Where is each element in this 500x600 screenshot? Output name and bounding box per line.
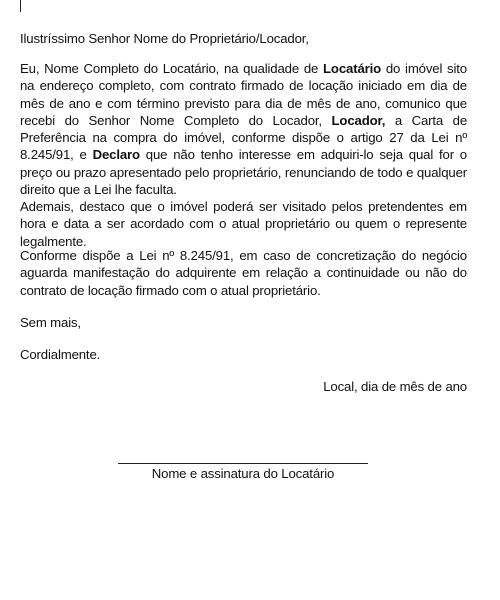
signature-line — [118, 463, 368, 464]
salutation: Ilustríssimo Senhor Nome do Proprietário/Locador, — [20, 31, 309, 46]
paragraph-visits: Ademais, destaco que o imóvel poderá ser visitado pelos pretendentes em hora e data a ser acordado com o atual proprietário ou quem o represente legalmente. — [20, 199, 467, 249]
paragraph-declaration — [20, 60, 467, 198]
declaro-bold: Declaro — [92, 147, 140, 163]
closing-cordialmente: Cordialmente. — [20, 347, 101, 362]
p1-part4: que não tenho interesse em adquiri-lo seja qual for o preço ou prazo apresentado pelo proprietário, renunciando de todo e qualquer direito que a Lei lhe faculta. — [20, 147, 467, 198]
text-cursor — [20, 0, 21, 12]
p1-part3: a Carta de Preferência na compra do imóvel, conforme dispõe o artigo 27 da Lei nº 8.245/91, e — [20, 112, 468, 163]
locatario-bold: Locatário — [323, 61, 382, 76]
paragraph-law: Conforme dispõe a Lei nº 8.245/91, em caso de concretização do negócio aguarda manifestação do adquirente em relação a continuidade ou não do contrato de locação firmado com o atual proprietário. — [20, 248, 467, 298]
signature-label: Nome e assinatura do Locatário — [151, 466, 335, 481]
locador-bold: Locador, — [331, 112, 386, 128]
closing-sem-mais: Sem mais, — [20, 315, 81, 330]
place-date: Local, dia de mês de ano — [323, 379, 467, 394]
p1-intro: Eu, Nome Completo do Locatário, na qualidade de — [20, 61, 324, 76]
p1-part2: do imóvel sito na endereço completo, com contrato firmado de locação iniciado em dia de mês de ano e com término previsto para dia de mês de ano, comunico que recebi do Senhor Nome Completo do Locador, — [20, 61, 467, 128]
